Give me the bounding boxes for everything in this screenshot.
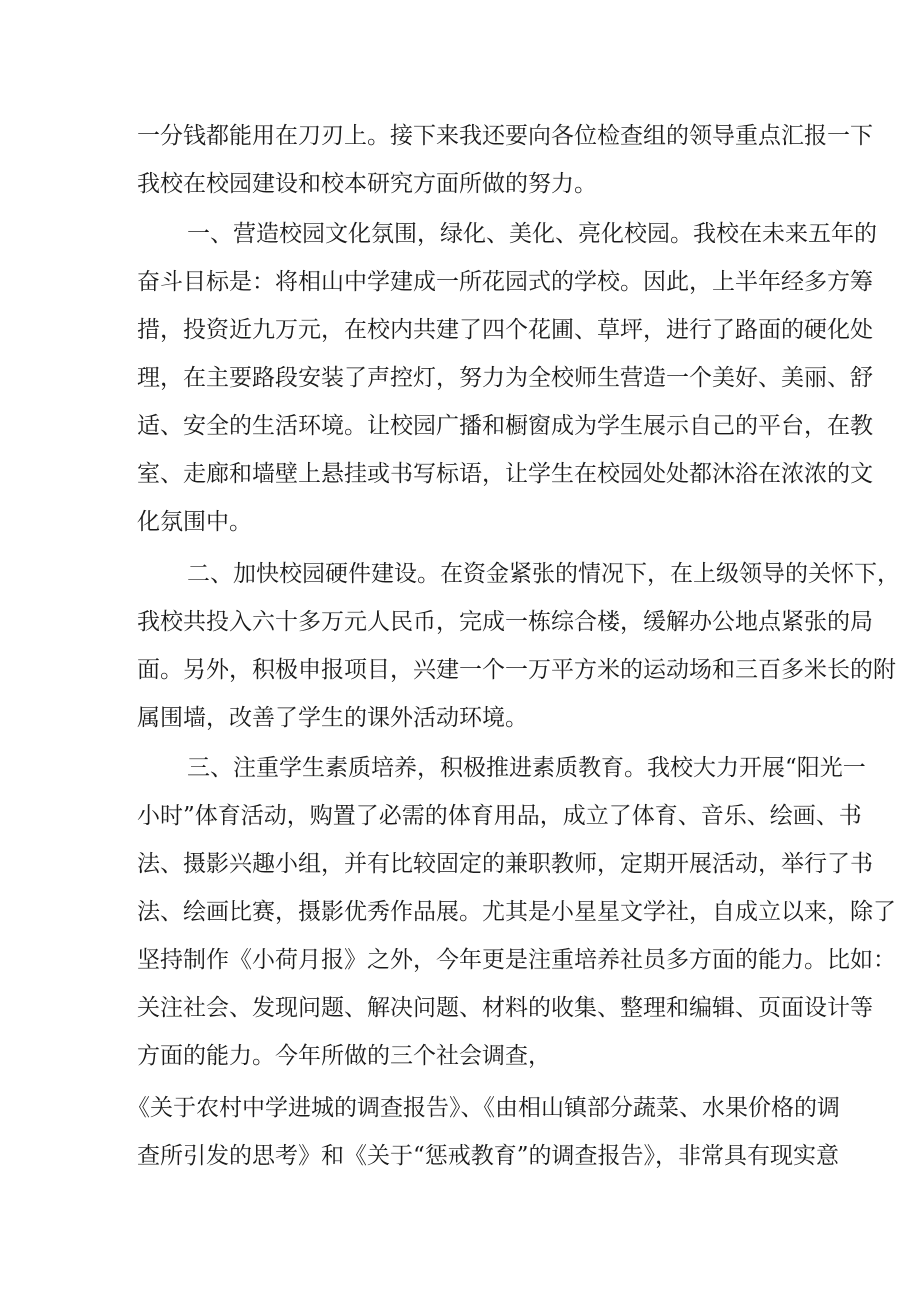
text-line: 室、走廊和墙壁上悬挂或书写标语，让学生在校园处处都沐浴在浓浓的文 (137, 461, 873, 487)
paragraph-heading-3: 三、注重学生素质培养，积极推进素质教育。我校大力开展“阳光一 (187, 755, 866, 781)
text-line: 坚持制作《小荷月报》之外，今年更是注重培养社员多方面的能力。比如： (137, 947, 896, 973)
text-line: 适、安全的生活环境。让校园广播和橱窗成为学生展示自己的平台，在教 (137, 413, 873, 439)
text-line: 面。另外，积极申报项目，兴建一个一万平方米的运动场和三百多米长的附 (137, 657, 896, 683)
text-line: 理，在主要路段安装了声控灯，努力为全校师生营造一个美好、美丽、舒 (137, 365, 873, 391)
text-line: 奋斗目标是：将相山中学建成一所花园式的学校。因此，上半年经多方筹 (137, 269, 873, 295)
text-line: 关注社会、发现问题、解决问题、材料的收集、整理和编辑、页面设计等 (137, 995, 873, 1021)
text-line: 方面的能力。今年所做的三个社会调查， (137, 1043, 551, 1069)
text-line: 法、摄影兴趣小组，并有比较固定的兼职教师，定期开展活动，举行了书 (137, 851, 873, 877)
paragraph-heading-1: 一、营造校园文化氛围，绿化、美化、亮化校园。我校在未来五年的 (187, 221, 877, 247)
text-line: 查所引发的思考》和《关于“惩戒教育”的调查报告》，非常具有现实意 (137, 1143, 840, 1169)
text-line: 法、绘画比赛，摄影优秀作品展。尤其是小星星文学社，自成立以来，除了 (137, 899, 896, 925)
text-line: 化氛围中。 (137, 509, 252, 535)
text-line: 我校在校园建设和校本研究方面所做的努力。 (137, 171, 597, 197)
text-line: 措，投资近九万元，在校内共建了四个花圃、草坪，进行了路面的硬化处 (137, 317, 873, 343)
text-line: 属围墙，改善了学生的课外活动环境。 (137, 705, 528, 731)
text-line: 小时”体育活动，购置了必需的体育用品，成立了体育、音乐、绘画、书 (137, 803, 862, 829)
text-line: 一分钱都能用在刀刃上。接下来我还要向各位检查组的领导重点汇报一下 (137, 123, 873, 149)
paragraph-heading-2: 二、加快校园硬件建设。在资金紧张的情况下，在上级领导的关怀下， (187, 561, 900, 587)
text-line: 《关于农村中学进城的调查报告》、《由相山镇部分蔬菜、水果价格的调 (127, 1095, 840, 1121)
text-line: 我校共投入六十多万元人民币，完成一栋综合楼，缓解办公地点紧张的局 (137, 609, 873, 635)
